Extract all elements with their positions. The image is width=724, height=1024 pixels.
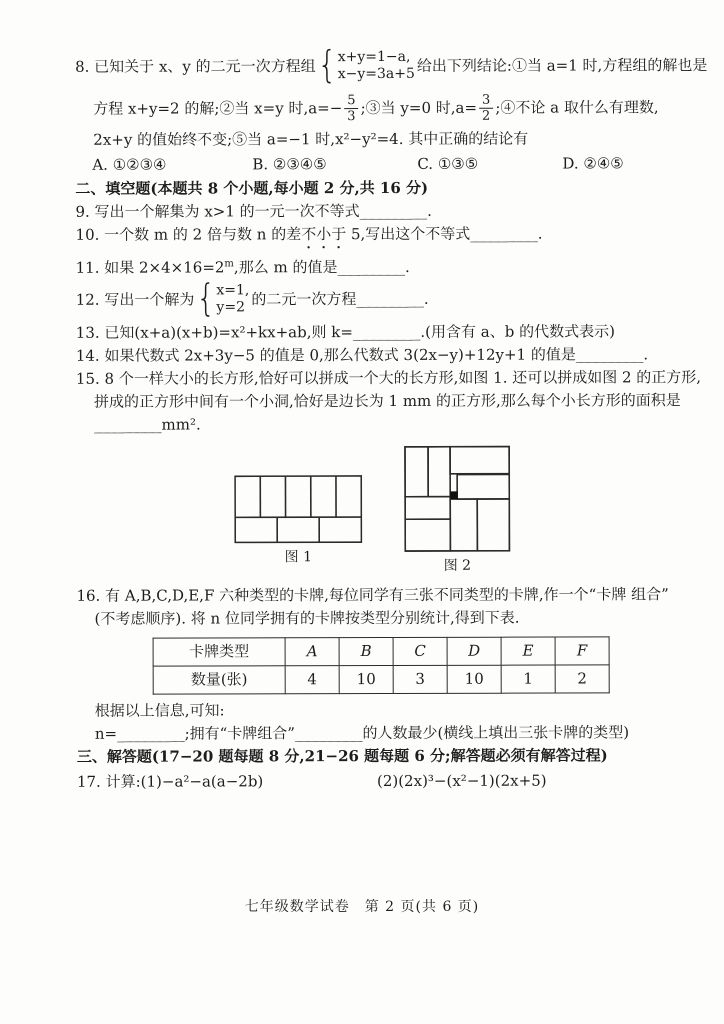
- question-8-options: [75, 152, 687, 178]
- equation-bottom: y=2: [216, 299, 245, 316]
- table-cell: 数量(张): [153, 666, 285, 694]
- question-17-part-2: (2)(2x)³−(x²−1)(2x+5): [376, 771, 547, 791]
- fraction-numerator: 5: [344, 93, 358, 109]
- exam-content: [75, 43, 708, 795]
- brace-icon: {: [196, 276, 216, 321]
- option-a: A. ①②③④: [92, 155, 167, 174]
- table-header-cell: C: [393, 637, 447, 665]
- question-16-line-2: (不考虑顺序). 将 n 位同学拥有的卡牌按类型分别统计,得到下表.: [94, 608, 520, 628]
- question-16-line-4: n=_________;拥有“卡牌组合”_________的人数最少(横线上填出三张卡牌的类型): [94, 723, 630, 743]
- figure-1-label: 图 1: [284, 549, 313, 566]
- question-9: 9. 写出一个解集为 x>1 的一元一次不等式_________.: [75, 201, 432, 221]
- brace-icon: {: [317, 43, 337, 88]
- question-8-line-3: 2x+y 的值始终不变;⑤当 a=−1 时,x²−y²=4. 其中正确的结论有: [93, 129, 529, 149]
- figure-2-square-with-hole: [404, 446, 510, 552]
- question-8-text-2b: ;③当 y=0 时,a=: [360, 98, 478, 117]
- section-3-heading: 三、解答题(17−20 题每题 8 分,21−26 题每题 6 分;解答题必须有解答过程): [76, 746, 608, 766]
- question-10-text-a: 10. 一个数 m 的 2 倍与数 n 的差: [75, 225, 302, 244]
- table-cell: 1: [501, 665, 555, 693]
- table-cell: 10: [339, 665, 393, 693]
- table-header-cell: A: [285, 638, 339, 666]
- figure-1: [234, 475, 362, 569]
- question-15-line-3: _________mm².: [93, 415, 201, 434]
- question-8-prefix: 8. 已知关于 x、y 的二元一次方程组: [75, 56, 316, 76]
- exponent-m: m: [224, 258, 234, 270]
- equation-system-rows: [338, 49, 415, 83]
- option-c: C. ①③⑤: [417, 154, 479, 173]
- table-header-cell: D: [447, 637, 501, 665]
- question-8-text-2c: ;④不论 a 取什么有理数,: [495, 97, 659, 117]
- table-header-cell: F: [555, 637, 609, 665]
- question-12-text-b: 的二元一次方程_________.: [251, 289, 429, 308]
- option-d: D. ②④⑤: [562, 154, 624, 173]
- center-hole-square: [450, 491, 458, 499]
- figures-row: [234, 445, 688, 578]
- fraction-3-2: [479, 92, 493, 123]
- option-b: B. ②③④⑤: [252, 155, 327, 174]
- question-8-text-2a: 方程 x+y=2 的解;②当 x=y 时,a=−: [93, 98, 343, 118]
- table-cell: 4: [285, 666, 339, 694]
- fraction-5-3: [344, 93, 358, 124]
- question-17: [77, 769, 689, 795]
- equation-system-q12: [196, 276, 250, 321]
- equation-bottom: x−y=3a+5: [337, 65, 415, 83]
- section-2-heading: 二、填空题(本题共 8 个小题,每小题 2 分,共 16 分): [75, 178, 429, 198]
- question-10-text-b: 5,写出这个不等式_________.: [346, 224, 543, 244]
- table-cell: 3: [393, 665, 447, 693]
- table-cell: 10: [447, 665, 501, 693]
- figure-1-rectangle-tiling: [234, 475, 362, 543]
- figure-2-label: 图 2: [443, 557, 472, 574]
- question-14: 14. 如果代数式 2x+3y−5 的值是 0,那么代数式 3(2x−y)+12y+1 的值是_________.: [75, 345, 649, 365]
- equation-system-q8: [317, 43, 415, 88]
- equation-top: x=1,: [216, 282, 250, 299]
- table-header-cell: 卡牌类型: [153, 638, 285, 666]
- question-12: [76, 276, 688, 322]
- equation-top: x+y=1−a,: [337, 48, 411, 66]
- question-10-emphasized: 不小于: [301, 225, 347, 244]
- question-8-line-1: [75, 43, 708, 89]
- table-cell: 2: [555, 665, 609, 693]
- question-13: 13. 已知(x+a)(x+b)=x²+kx+ab,则 k=_________.(用含有 a、b 的代数式表示): [75, 322, 615, 342]
- equation-system-rows: [216, 282, 249, 316]
- page-footer: 七年级数学试卷 第 2 页(共 6 页): [244, 899, 480, 915]
- question-8-line-2: [93, 87, 687, 129]
- card-type-table: [153, 636, 610, 694]
- question-15-line-2: 拼成的正方形中间有一个小洞,恰好是边长为 1 mm 的正方形,那么每个小长方形的面积是: [93, 391, 681, 411]
- question-10: [75, 222, 687, 253]
- question-17-part-1: 17. 计算:(1)−a²−a(a−2b): [76, 772, 264, 791]
- fraction-numerator: 3: [479, 92, 493, 108]
- question-11-text-b: ,那么 m 的值是_________.: [233, 257, 410, 277]
- fraction-denominator: 2: [482, 108, 491, 124]
- question-11: [76, 251, 688, 278]
- figure-2: [404, 446, 510, 578]
- question-15-line-1: 15. 8 个一样大小的长方形,恰好可以拼成一个大的长方形,如图 1. 还可以拼成如图 2 的正方形,: [75, 368, 702, 388]
- table-header-cell: B: [339, 637, 393, 665]
- table-header-cell: E: [501, 637, 555, 665]
- question-11-text-a: 11. 如果 2×4×16=2: [75, 258, 225, 277]
- question-12-text-a: 12. 写出一个解为: [75, 289, 195, 309]
- table-row: [153, 665, 609, 694]
- question-8-after-system: 给出下列结论:①当 a=1 时,方程组的解也是: [416, 55, 708, 75]
- fraction-denominator: 3: [347, 108, 356, 124]
- table-header-row: [153, 637, 609, 666]
- question-16-line-3: 根据以上信息,可知:: [94, 701, 225, 720]
- question-16-line-1: 16. 有 A,B,C,D,E,F 六种类型的卡牌,每位同学有三张不同类型的卡牌,作一个“卡牌 组合”: [76, 585, 669, 605]
